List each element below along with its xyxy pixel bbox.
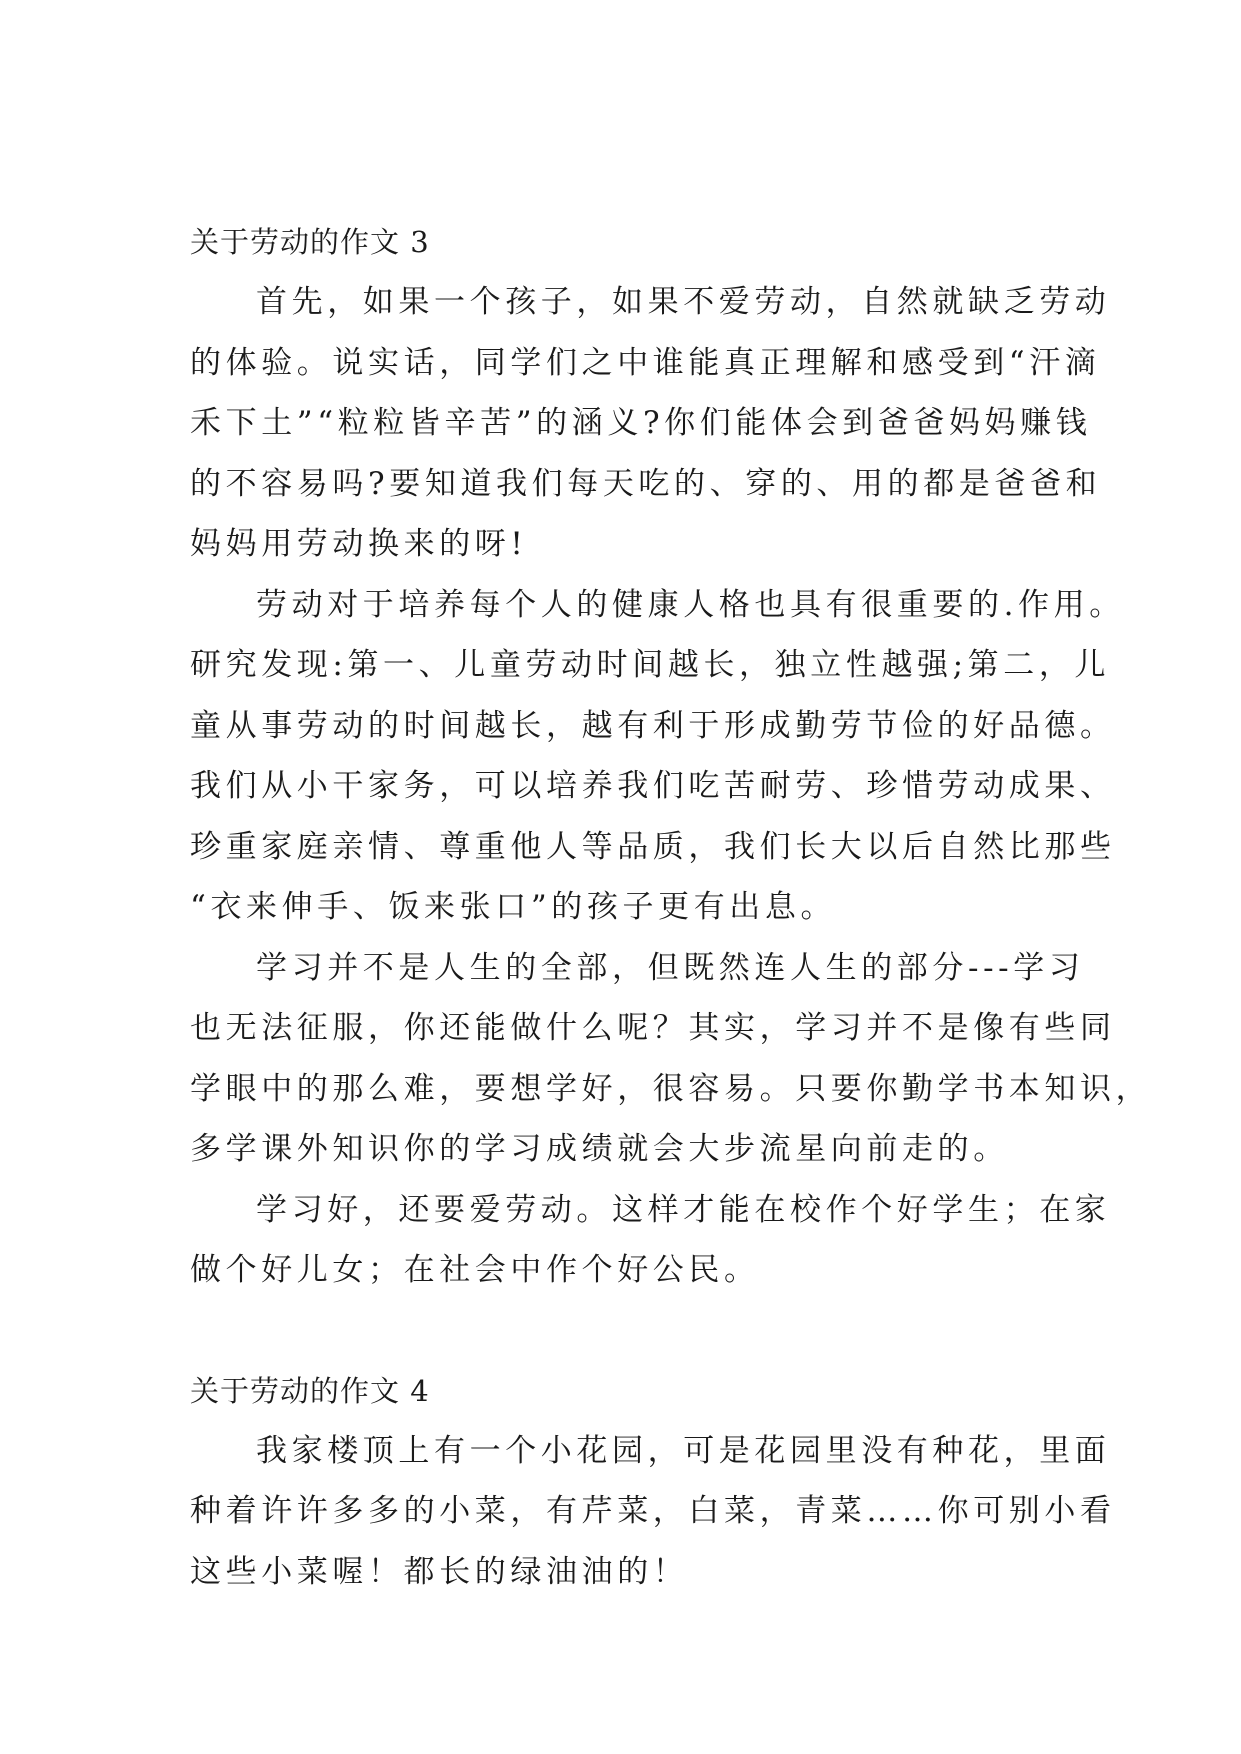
- paragraph: [190, 272, 1111, 575]
- text-line: 我们从小干家务，可以培养我们吃苦耐劳、珍惜劳动成果、: [190, 768, 1116, 804]
- text-line: 学习好，还要爱劳动。这样才能在校作个好学生；在家: [256, 1191, 1111, 1228]
- paragraph: [190, 1180, 1111, 1301]
- text-line: 做个好儿女；在社会中作个好公民。: [190, 1252, 760, 1288]
- essay-section-3: [190, 212, 1152, 1301]
- text-line: 我家楼顶上有一个小花园，可是花园里没有种花，里面: [256, 1432, 1111, 1469]
- section-title: 关于劳动的作文 3: [190, 225, 430, 259]
- text-line: 这些小菜喔！都长的绿油油的！: [190, 1553, 689, 1590]
- text-line: 的不容易吗?要知道我们每天吃的、穿的、用的都是爸爸和: [190, 465, 1102, 502]
- document-page: [190, 212, 1152, 1602]
- text-line: 也无法征服，你还能做什么呢？其实，学习并不是像有些同: [190, 1010, 1116, 1046]
- text-line: 首先，如果一个孩子，如果不爱劳动，自然就缺乏劳动: [256, 284, 1111, 320]
- text-line: 多学课外知识你的学习成绩就会大步流星向前走的。: [190, 1131, 1009, 1167]
- section-title: 关于劳动的作文 4: [190, 1373, 430, 1408]
- paragraph: [190, 575, 1125, 938]
- text-line: 种着许许多多的小菜，有芹菜，白菜，青菜……你可别小看: [190, 1493, 1116, 1529]
- text-line: 研究发现:第一、儿童劳动时间越长，独立性越强;第二，儿: [190, 647, 1111, 683]
- text-line: 学眼中的那么难，要想学好，很容易。只要你勤学书本知识，: [190, 1070, 1152, 1107]
- text-line: “衣来伸手、饭来张口”的孩子更有出息。: [190, 889, 837, 925]
- essay-section-4: [190, 1361, 1116, 1603]
- paragraph: [190, 938, 1152, 1180]
- text-line: 劳动对于培养每个人的健康人格也具有很重要的.作用。: [256, 586, 1125, 623]
- text-line: 的体验。说实话，同学们之中谁能真正理解和感受到“汗滴: [190, 344, 1101, 381]
- text-line: 禾下土”“粒粒皆辛苦”的涵义?你们能体会到爸爸妈妈赚钱: [190, 405, 1092, 441]
- text-line: 珍重家庭亲情、尊重他人等品质，我们长大以后自然比那些: [190, 828, 1116, 865]
- text-line: 妈妈用劳动换来的呀!: [190, 526, 528, 562]
- text-line: 学习并不是人生的全部，但既然连人生的部分---学习: [256, 949, 1085, 986]
- paragraph: [190, 1421, 1116, 1603]
- text-line: 童从事劳动的时间越长，越有利于形成勤劳节俭的好品德。: [190, 707, 1116, 744]
- section-spacer: [190, 1301, 1060, 1361]
